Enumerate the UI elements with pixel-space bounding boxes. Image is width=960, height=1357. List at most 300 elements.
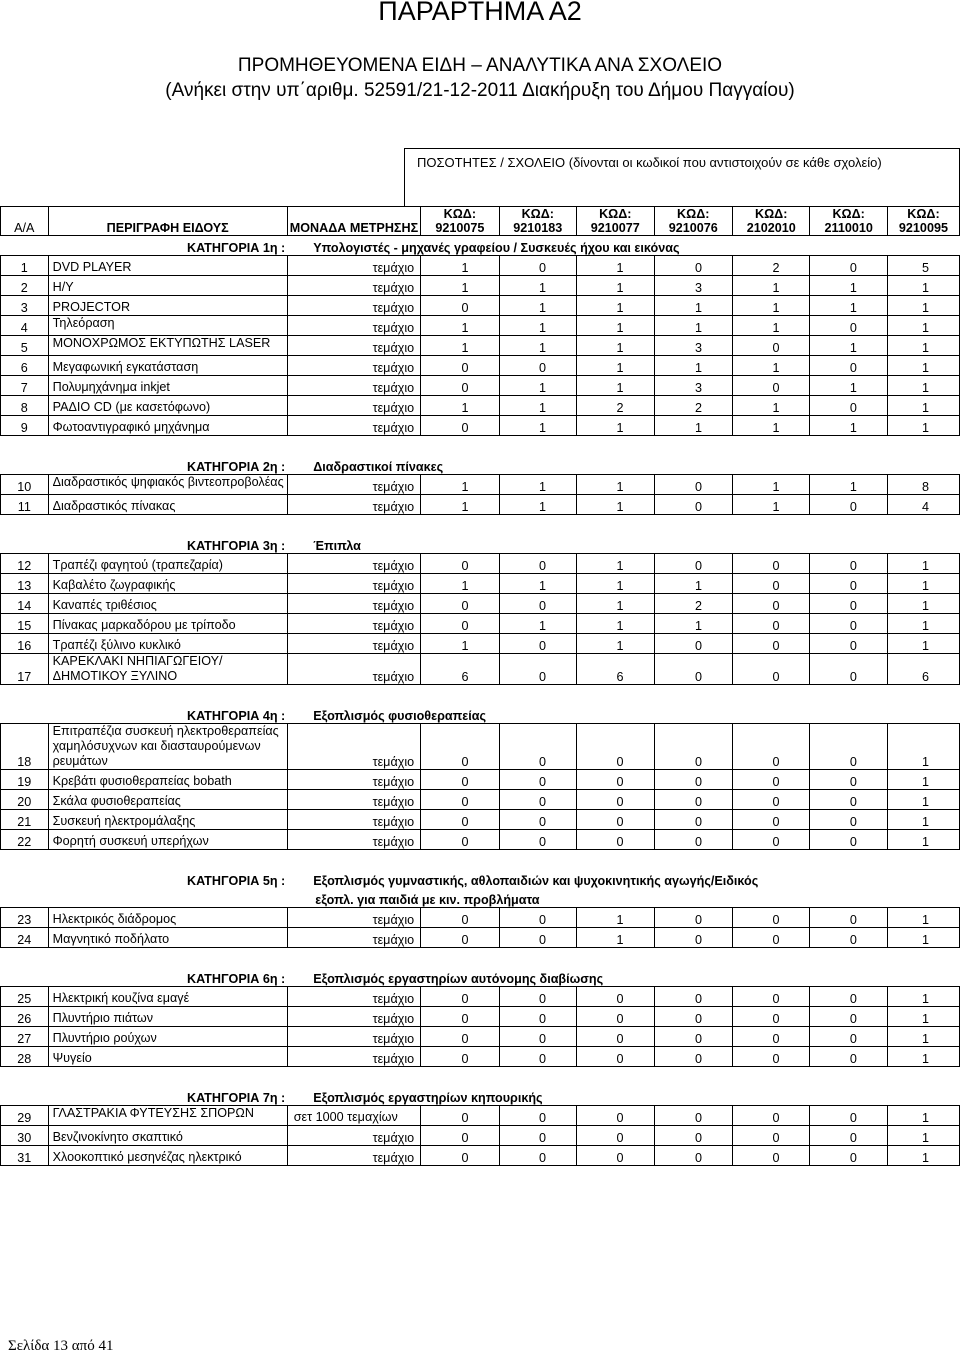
category-row bbox=[1, 967, 960, 987]
table-row bbox=[1, 830, 960, 850]
item-quantity: 0 bbox=[654, 495, 732, 515]
spacer-row bbox=[1, 685, 960, 705]
item-quantity: 1 bbox=[887, 336, 959, 356]
item-description: Μεγαφωνική εγκατάσταση bbox=[48, 356, 287, 376]
table-row bbox=[1, 554, 960, 574]
table-row bbox=[1, 1007, 960, 1027]
item-quantity: 0 bbox=[732, 1027, 810, 1047]
item-unit: τεμάχιο bbox=[287, 1146, 420, 1166]
item-unit: τεμάχιο bbox=[287, 336, 420, 356]
spacer-row bbox=[1, 850, 960, 870]
item-description: Φορητή συσκευή υπερήχων bbox=[48, 830, 287, 850]
item-quantity: 0 bbox=[499, 1027, 577, 1047]
item-description: Καβαλέτο ζωγραφικής bbox=[48, 574, 287, 594]
item-quantity: 1 bbox=[732, 475, 810, 495]
table-row bbox=[1, 987, 960, 1007]
item-description: Πλυντήριο πιάτων bbox=[48, 1007, 287, 1027]
item-number: 10 bbox=[1, 475, 49, 495]
item-quantity: 0 bbox=[654, 1126, 732, 1146]
item-quantity: 1 bbox=[887, 614, 959, 634]
category-name-text: Εξοπλισμός γυμναστικής, αθλοπαιδιών και ψυχοκινητικής αγωγής/Ειδικός bbox=[313, 874, 759, 888]
item-quantity: 1 bbox=[887, 356, 959, 376]
category-row-continued bbox=[1, 888, 960, 908]
item-quantity: 0 bbox=[810, 928, 887, 948]
item-quantity: 1 bbox=[732, 356, 810, 376]
code-label: ΚΩΔ: bbox=[907, 207, 940, 221]
item-quantity: 0 bbox=[499, 356, 577, 376]
item-quantity: 0 bbox=[810, 1027, 887, 1047]
item-quantity: 0 bbox=[499, 1007, 577, 1027]
category-label: ΚΑΤΗΓΟΡΙΑ 4η : bbox=[187, 709, 286, 723]
item-quantity: 1 bbox=[732, 316, 810, 336]
category-name-text: Εξοπλισμός εργαστηρίων αυτόνομης διαβίωσης bbox=[313, 972, 604, 986]
item-number: 15 bbox=[1, 614, 49, 634]
item-quantity: 0 bbox=[732, 594, 810, 614]
school-code: 9210075 bbox=[435, 221, 485, 235]
item-quantity: 0 bbox=[810, 316, 887, 336]
item-quantity: 1 bbox=[577, 376, 655, 396]
item-quantity: 0 bbox=[810, 810, 887, 830]
category-spacer bbox=[1, 967, 49, 987]
item-quantity: 0 bbox=[577, 1106, 655, 1126]
item-quantity: 0 bbox=[654, 1007, 732, 1027]
item-unit: τεμάχιο bbox=[287, 614, 420, 634]
item-description: ΚΑΡΕΚΛΑΚΙ ΝΗΠΙΑΓΩΓΕΙΟΥ/ΔΗΜΟΤΙΚΟΥ ΞΥΛΙΝΟ bbox=[48, 654, 287, 685]
item-quantity: 1 bbox=[421, 475, 499, 495]
item-unit: τεμάχιο bbox=[287, 256, 420, 276]
item-quantity: 0 bbox=[654, 1047, 732, 1067]
item-quantity: 0 bbox=[421, 594, 499, 614]
item-quantity: 1 bbox=[810, 376, 887, 396]
item-quantity: 1 bbox=[732, 396, 810, 416]
item-quantity: 1 bbox=[887, 928, 959, 948]
item-quantity: 0 bbox=[810, 654, 887, 685]
category-row bbox=[1, 1086, 960, 1106]
item-unit: τεμάχιο bbox=[287, 554, 420, 574]
item-unit: τεμάχιο bbox=[287, 316, 420, 336]
item-quantity: 1 bbox=[499, 316, 577, 336]
item-quantity: 0 bbox=[499, 1106, 577, 1126]
item-quantity: 1 bbox=[577, 928, 655, 948]
item-quantity: 0 bbox=[810, 1146, 887, 1166]
item-quantity: 0 bbox=[654, 790, 732, 810]
description-header: ΠΕΡΙΓΡΑΦΗ ΕΙΔΟΥΣ bbox=[48, 207, 287, 236]
table-row bbox=[1, 634, 960, 654]
category-name-text: Έπιπλα bbox=[313, 539, 361, 553]
page-subtitle-reference: (Ανήκει στην υπ΄αριθμ. 52591/21-12-2011 Διακήρυξη του Δήμου Παγγαίου) bbox=[165, 80, 795, 101]
spacer-cell bbox=[1, 515, 960, 535]
school-code: 9210095 bbox=[898, 221, 948, 235]
item-quantity: 0 bbox=[810, 724, 887, 770]
item-quantity: 0 bbox=[421, 1047, 499, 1067]
item-quantity: 0 bbox=[577, 1007, 655, 1027]
item-quantity: 0 bbox=[654, 654, 732, 685]
item-quantity: 0 bbox=[421, 1106, 499, 1126]
item-quantity: 1 bbox=[887, 1047, 959, 1067]
item-quantity: 1 bbox=[887, 830, 959, 850]
school-code: 2102010 bbox=[746, 221, 796, 235]
item-quantity: 1 bbox=[499, 396, 577, 416]
item-quantity: 1 bbox=[654, 356, 732, 376]
item-quantity: 2 bbox=[654, 396, 732, 416]
item-quantity: 0 bbox=[732, 770, 810, 790]
item-quantity: 0 bbox=[577, 790, 655, 810]
item-quantity: 0 bbox=[499, 654, 577, 685]
table-row bbox=[1, 724, 960, 770]
item-number: 12 bbox=[1, 554, 49, 574]
item-quantity: 0 bbox=[421, 928, 499, 948]
item-quantity: 0 bbox=[810, 1126, 887, 1146]
item-quantity: 0 bbox=[654, 810, 732, 830]
item-quantity: 0 bbox=[654, 475, 732, 495]
item-quantity: 1 bbox=[421, 495, 499, 515]
item-unit: τεμάχιο bbox=[287, 908, 420, 928]
item-quantity: 0 bbox=[654, 830, 732, 850]
spacer-cell bbox=[1, 948, 960, 968]
item-number: 3 bbox=[1, 296, 49, 316]
item-quantity: 1 bbox=[577, 554, 655, 574]
category-name-line2: εξοπλ. για παιδιά με κιν. προβλήματα bbox=[315, 893, 540, 907]
item-quantity: 0 bbox=[732, 928, 810, 948]
table-row bbox=[1, 790, 960, 810]
item-quantity: 1 bbox=[577, 316, 655, 336]
table-row bbox=[1, 574, 960, 594]
code-label: ΚΩΔ: bbox=[443, 207, 477, 221]
item-number: 31 bbox=[1, 1146, 49, 1166]
item-description: Πλυντήριο ρούχων bbox=[48, 1027, 287, 1047]
item-quantity: 1 bbox=[421, 634, 499, 654]
category-label: ΚΑΤΗΓΟΡΙΑ 7η : bbox=[187, 1091, 286, 1105]
item-quantity: 0 bbox=[421, 770, 499, 790]
item-quantity: 0 bbox=[732, 830, 810, 850]
table-row bbox=[1, 495, 960, 515]
item-quantity: 0 bbox=[577, 1047, 655, 1067]
item-quantity: 1 bbox=[577, 296, 655, 316]
item-description: Επιτραπέζια συσκευή ηλεκτροθεραπείας χαμηλόσυχνων και διασταυρούμενων ρευμάτων bbox=[48, 724, 287, 770]
item-quantity: 1 bbox=[577, 336, 655, 356]
code-header bbox=[654, 207, 732, 236]
item-quantity: 1 bbox=[887, 316, 959, 336]
item-description: Βενζινοκίνητο σκαπτικό bbox=[48, 1126, 287, 1146]
item-quantity: 0 bbox=[499, 987, 577, 1007]
item-quantity: 2 bbox=[577, 396, 655, 416]
item-quantity: 0 bbox=[732, 908, 810, 928]
item-quantity: 0 bbox=[732, 810, 810, 830]
item-quantity: 0 bbox=[421, 830, 499, 850]
table-row bbox=[1, 1027, 960, 1047]
spacer-row bbox=[1, 1067, 960, 1087]
item-quantity: 0 bbox=[421, 376, 499, 396]
item-description: Η/Υ bbox=[48, 276, 287, 296]
item-number: 6 bbox=[1, 356, 49, 376]
item-number: 26 bbox=[1, 1007, 49, 1027]
item-quantity: 5 bbox=[887, 256, 959, 276]
item-quantity: 0 bbox=[577, 810, 655, 830]
category-name bbox=[287, 704, 959, 724]
item-quantity: 1 bbox=[887, 810, 959, 830]
item-quantity: 0 bbox=[654, 554, 732, 574]
item-quantity: 2 bbox=[732, 256, 810, 276]
item-quantity: 1 bbox=[421, 396, 499, 416]
spacer-row bbox=[1, 515, 960, 535]
category-row bbox=[1, 236, 960, 256]
category-row bbox=[1, 869, 960, 888]
item-quantity: 1 bbox=[577, 634, 655, 654]
item-quantity: 1 bbox=[887, 554, 959, 574]
items-table bbox=[0, 206, 960, 1166]
item-description: Πίνακας μαρκαδόρου με τρίποδο bbox=[48, 614, 287, 634]
item-quantity: 1 bbox=[810, 276, 887, 296]
item-number: 7 bbox=[1, 376, 49, 396]
item-quantity: 1 bbox=[732, 296, 810, 316]
category-spacer bbox=[1, 534, 49, 554]
table-row bbox=[1, 1047, 960, 1067]
item-quantity: 0 bbox=[499, 770, 577, 790]
table-row bbox=[1, 1146, 960, 1166]
category-name bbox=[287, 1086, 959, 1106]
item-unit: τεμάχιο bbox=[287, 574, 420, 594]
item-quantity: 0 bbox=[654, 770, 732, 790]
item-description: Διαδραστικός πίνακας bbox=[48, 495, 287, 515]
item-number: 5 bbox=[1, 336, 49, 356]
item-quantity: 1 bbox=[577, 594, 655, 614]
item-quantity: 0 bbox=[499, 1047, 577, 1067]
category-spacer bbox=[48, 888, 287, 908]
item-quantity: 0 bbox=[810, 770, 887, 790]
item-quantity: 3 bbox=[654, 336, 732, 356]
category-name bbox=[287, 869, 959, 888]
item-quantity: 0 bbox=[732, 987, 810, 1007]
code-header bbox=[810, 207, 887, 236]
item-description: PROJECTOR bbox=[48, 296, 287, 316]
item-quantity: 0 bbox=[421, 614, 499, 634]
item-quantity: 0 bbox=[499, 594, 577, 614]
item-unit: τεμάχιο bbox=[287, 1007, 420, 1027]
item-quantity: 0 bbox=[810, 1007, 887, 1027]
item-description: Τραπέζι ξύλινο κυκλικό bbox=[48, 634, 287, 654]
code-label: ΚΩΔ: bbox=[754, 207, 788, 221]
item-quantity: 0 bbox=[499, 830, 577, 850]
item-description: Συσκευή ηλεκτρομάλαξης bbox=[48, 810, 287, 830]
code-header bbox=[421, 207, 499, 236]
item-quantity: 0 bbox=[577, 987, 655, 1007]
item-quantity: 1 bbox=[577, 256, 655, 276]
category-label: ΚΑΤΗΓΟΡΙΑ 6η : bbox=[187, 972, 286, 986]
item-quantity: 0 bbox=[810, 614, 887, 634]
item-quantity: 0 bbox=[577, 724, 655, 770]
item-quantity: 0 bbox=[810, 830, 887, 850]
item-quantity: 1 bbox=[421, 574, 499, 594]
item-quantity: 0 bbox=[810, 356, 887, 376]
item-quantity: 0 bbox=[421, 1007, 499, 1027]
item-number: 9 bbox=[1, 416, 49, 436]
item-unit: τεμάχιο bbox=[287, 987, 420, 1007]
table-row bbox=[1, 770, 960, 790]
item-quantity: 0 bbox=[810, 554, 887, 574]
item-quantity: 0 bbox=[577, 830, 655, 850]
item-number: 1 bbox=[1, 256, 49, 276]
item-quantity: 0 bbox=[732, 724, 810, 770]
category-spacer bbox=[1, 888, 49, 908]
item-quantity: 1 bbox=[499, 574, 577, 594]
item-unit: σετ 1000 τεμαχίων bbox=[287, 1106, 420, 1126]
item-quantity: 1 bbox=[887, 790, 959, 810]
item-number: 21 bbox=[1, 810, 49, 830]
category-spacer bbox=[1, 869, 49, 888]
item-description: Κρεβάτι φυσιοθεραπείας bobath bbox=[48, 770, 287, 790]
item-quantity: 0 bbox=[499, 634, 577, 654]
item-number: 23 bbox=[1, 908, 49, 928]
item-quantity: 1 bbox=[810, 296, 887, 316]
category-row bbox=[1, 704, 960, 724]
item-quantity: 0 bbox=[654, 1106, 732, 1126]
item-quantity: 1 bbox=[499, 276, 577, 296]
item-quantity: 1 bbox=[499, 416, 577, 436]
item-quantity: 1 bbox=[887, 296, 959, 316]
item-quantity: 1 bbox=[887, 376, 959, 396]
spacer-row bbox=[1, 948, 960, 968]
item-description: Διαδραστικός ψηφιακός βιντεοπροβολέας bbox=[48, 475, 287, 495]
item-unit: τεμάχιο bbox=[287, 810, 420, 830]
table-row bbox=[1, 356, 960, 376]
item-description: Πολυμηχάνημα inkjet bbox=[48, 376, 287, 396]
item-description: Τηλεόραση bbox=[48, 316, 287, 336]
code-header bbox=[577, 207, 655, 236]
item-quantity: 1 bbox=[887, 594, 959, 614]
item-description: Ηλεκτρικός διάδρομος bbox=[48, 908, 287, 928]
code-label: ΚΩΔ: bbox=[677, 207, 710, 221]
item-quantity: 1 bbox=[732, 495, 810, 515]
category-name bbox=[287, 967, 959, 987]
item-unit: τεμάχιο bbox=[287, 928, 420, 948]
item-quantity: 1 bbox=[887, 908, 959, 928]
item-description: Φωτοαντιγραφικό μηχάνημα bbox=[48, 416, 287, 436]
item-quantity: 0 bbox=[732, 554, 810, 574]
item-description: ΡΑΔΙΟ CD (με κασετόφωνο) bbox=[48, 396, 287, 416]
item-quantity: 1 bbox=[499, 475, 577, 495]
item-description: Μαγνητικό ποδήλατο bbox=[48, 928, 287, 948]
item-quantity: 0 bbox=[499, 908, 577, 928]
item-quantity: 1 bbox=[499, 495, 577, 515]
item-number: 16 bbox=[1, 634, 49, 654]
item-quantity: 1 bbox=[421, 276, 499, 296]
item-quantity: 1 bbox=[654, 416, 732, 436]
item-number: 14 bbox=[1, 594, 49, 614]
table-row bbox=[1, 296, 960, 316]
item-number: 27 bbox=[1, 1027, 49, 1047]
spacer-cell bbox=[1, 436, 960, 456]
item-quantity: 0 bbox=[499, 1146, 577, 1166]
item-quantity: 1 bbox=[887, 1106, 959, 1126]
item-number: 2 bbox=[1, 276, 49, 296]
spacer-row bbox=[1, 436, 960, 456]
category-label: ΚΑΤΗΓΟΡΙΑ 1η : bbox=[187, 241, 286, 255]
item-quantity: 1 bbox=[887, 987, 959, 1007]
item-quantity: 0 bbox=[810, 1047, 887, 1067]
category-row bbox=[1, 455, 960, 475]
item-quantity: 1 bbox=[577, 495, 655, 515]
item-quantity: 1 bbox=[810, 336, 887, 356]
item-description: ΓΛΑΣΤΡΑΚΙΑ ΦΥΤΕΥΣΗΣ ΣΠΟΡΩΝ bbox=[48, 1106, 287, 1126]
item-quantity: 0 bbox=[421, 356, 499, 376]
school-code: 9210076 bbox=[668, 221, 718, 235]
item-quantity: 0 bbox=[810, 594, 887, 614]
item-quantity: 1 bbox=[577, 276, 655, 296]
table-row bbox=[1, 1106, 960, 1126]
item-description: Τραπέζι φαγητού (τραπεζαρία) bbox=[48, 554, 287, 574]
item-unit: τεμάχιο bbox=[287, 1126, 420, 1146]
item-unit: τεμάχιο bbox=[287, 594, 420, 614]
item-quantity: 0 bbox=[499, 724, 577, 770]
item-unit: τεμάχιο bbox=[287, 356, 420, 376]
item-quantity: 0 bbox=[732, 1146, 810, 1166]
item-quantity: 1 bbox=[421, 316, 499, 336]
item-unit: τεμάχιο bbox=[287, 475, 420, 495]
item-quantity: 0 bbox=[421, 296, 499, 316]
item-number: 29 bbox=[1, 1106, 49, 1126]
item-number: 19 bbox=[1, 770, 49, 790]
code-header bbox=[732, 207, 810, 236]
item-description: Καναπές τριθέσιος bbox=[48, 594, 287, 614]
category-label: ΚΑΤΗΓΟΡΙΑ 3η : bbox=[187, 539, 286, 553]
item-description: Χλοοκοπτικό μεσηνέζας ηλεκτρικό bbox=[48, 1146, 287, 1166]
table-row bbox=[1, 810, 960, 830]
item-number: 28 bbox=[1, 1047, 49, 1067]
item-description: Ψυγείο bbox=[48, 1047, 287, 1067]
code-header bbox=[887, 207, 959, 236]
item-quantity: 1 bbox=[887, 574, 959, 594]
category-spacer bbox=[1, 236, 49, 256]
item-number: 20 bbox=[1, 790, 49, 810]
code-label: ΚΩΔ: bbox=[599, 207, 632, 221]
item-quantity: 1 bbox=[654, 614, 732, 634]
item-quantity: 1 bbox=[499, 296, 577, 316]
item-quantity: 0 bbox=[499, 554, 577, 574]
item-quantity: 0 bbox=[810, 1106, 887, 1126]
school-code: 2110010 bbox=[824, 221, 873, 235]
table-row bbox=[1, 908, 960, 928]
table-row bbox=[1, 396, 960, 416]
item-quantity: 0 bbox=[421, 810, 499, 830]
item-unit: τεμάχιο bbox=[287, 1047, 420, 1067]
item-quantity: 1 bbox=[577, 356, 655, 376]
item-quantity: 0 bbox=[732, 1007, 810, 1027]
item-quantity: 1 bbox=[887, 634, 959, 654]
item-quantity: 1 bbox=[577, 574, 655, 594]
item-number: 13 bbox=[1, 574, 49, 594]
item-quantity: 3 bbox=[654, 276, 732, 296]
category-row bbox=[1, 534, 960, 554]
table-row bbox=[1, 614, 960, 634]
school-code: 9210077 bbox=[590, 221, 640, 235]
item-quantity: 8 bbox=[887, 475, 959, 495]
page-number: Σελίδα 13 από 41 bbox=[8, 1338, 114, 1354]
item-quantity: 1 bbox=[887, 1146, 959, 1166]
school-code: 9210183 bbox=[513, 221, 563, 235]
item-quantity: 1 bbox=[654, 296, 732, 316]
item-quantity: 0 bbox=[654, 256, 732, 276]
item-quantity: 6 bbox=[421, 654, 499, 685]
item-quantity: 0 bbox=[577, 1027, 655, 1047]
item-quantity: 0 bbox=[810, 987, 887, 1007]
item-quantity: 0 bbox=[732, 614, 810, 634]
item-quantity: 1 bbox=[887, 396, 959, 416]
item-number: 25 bbox=[1, 987, 49, 1007]
item-quantity: 1 bbox=[887, 276, 959, 296]
table-row bbox=[1, 1126, 960, 1146]
item-quantity: 0 bbox=[732, 1126, 810, 1146]
item-quantity: 0 bbox=[421, 724, 499, 770]
